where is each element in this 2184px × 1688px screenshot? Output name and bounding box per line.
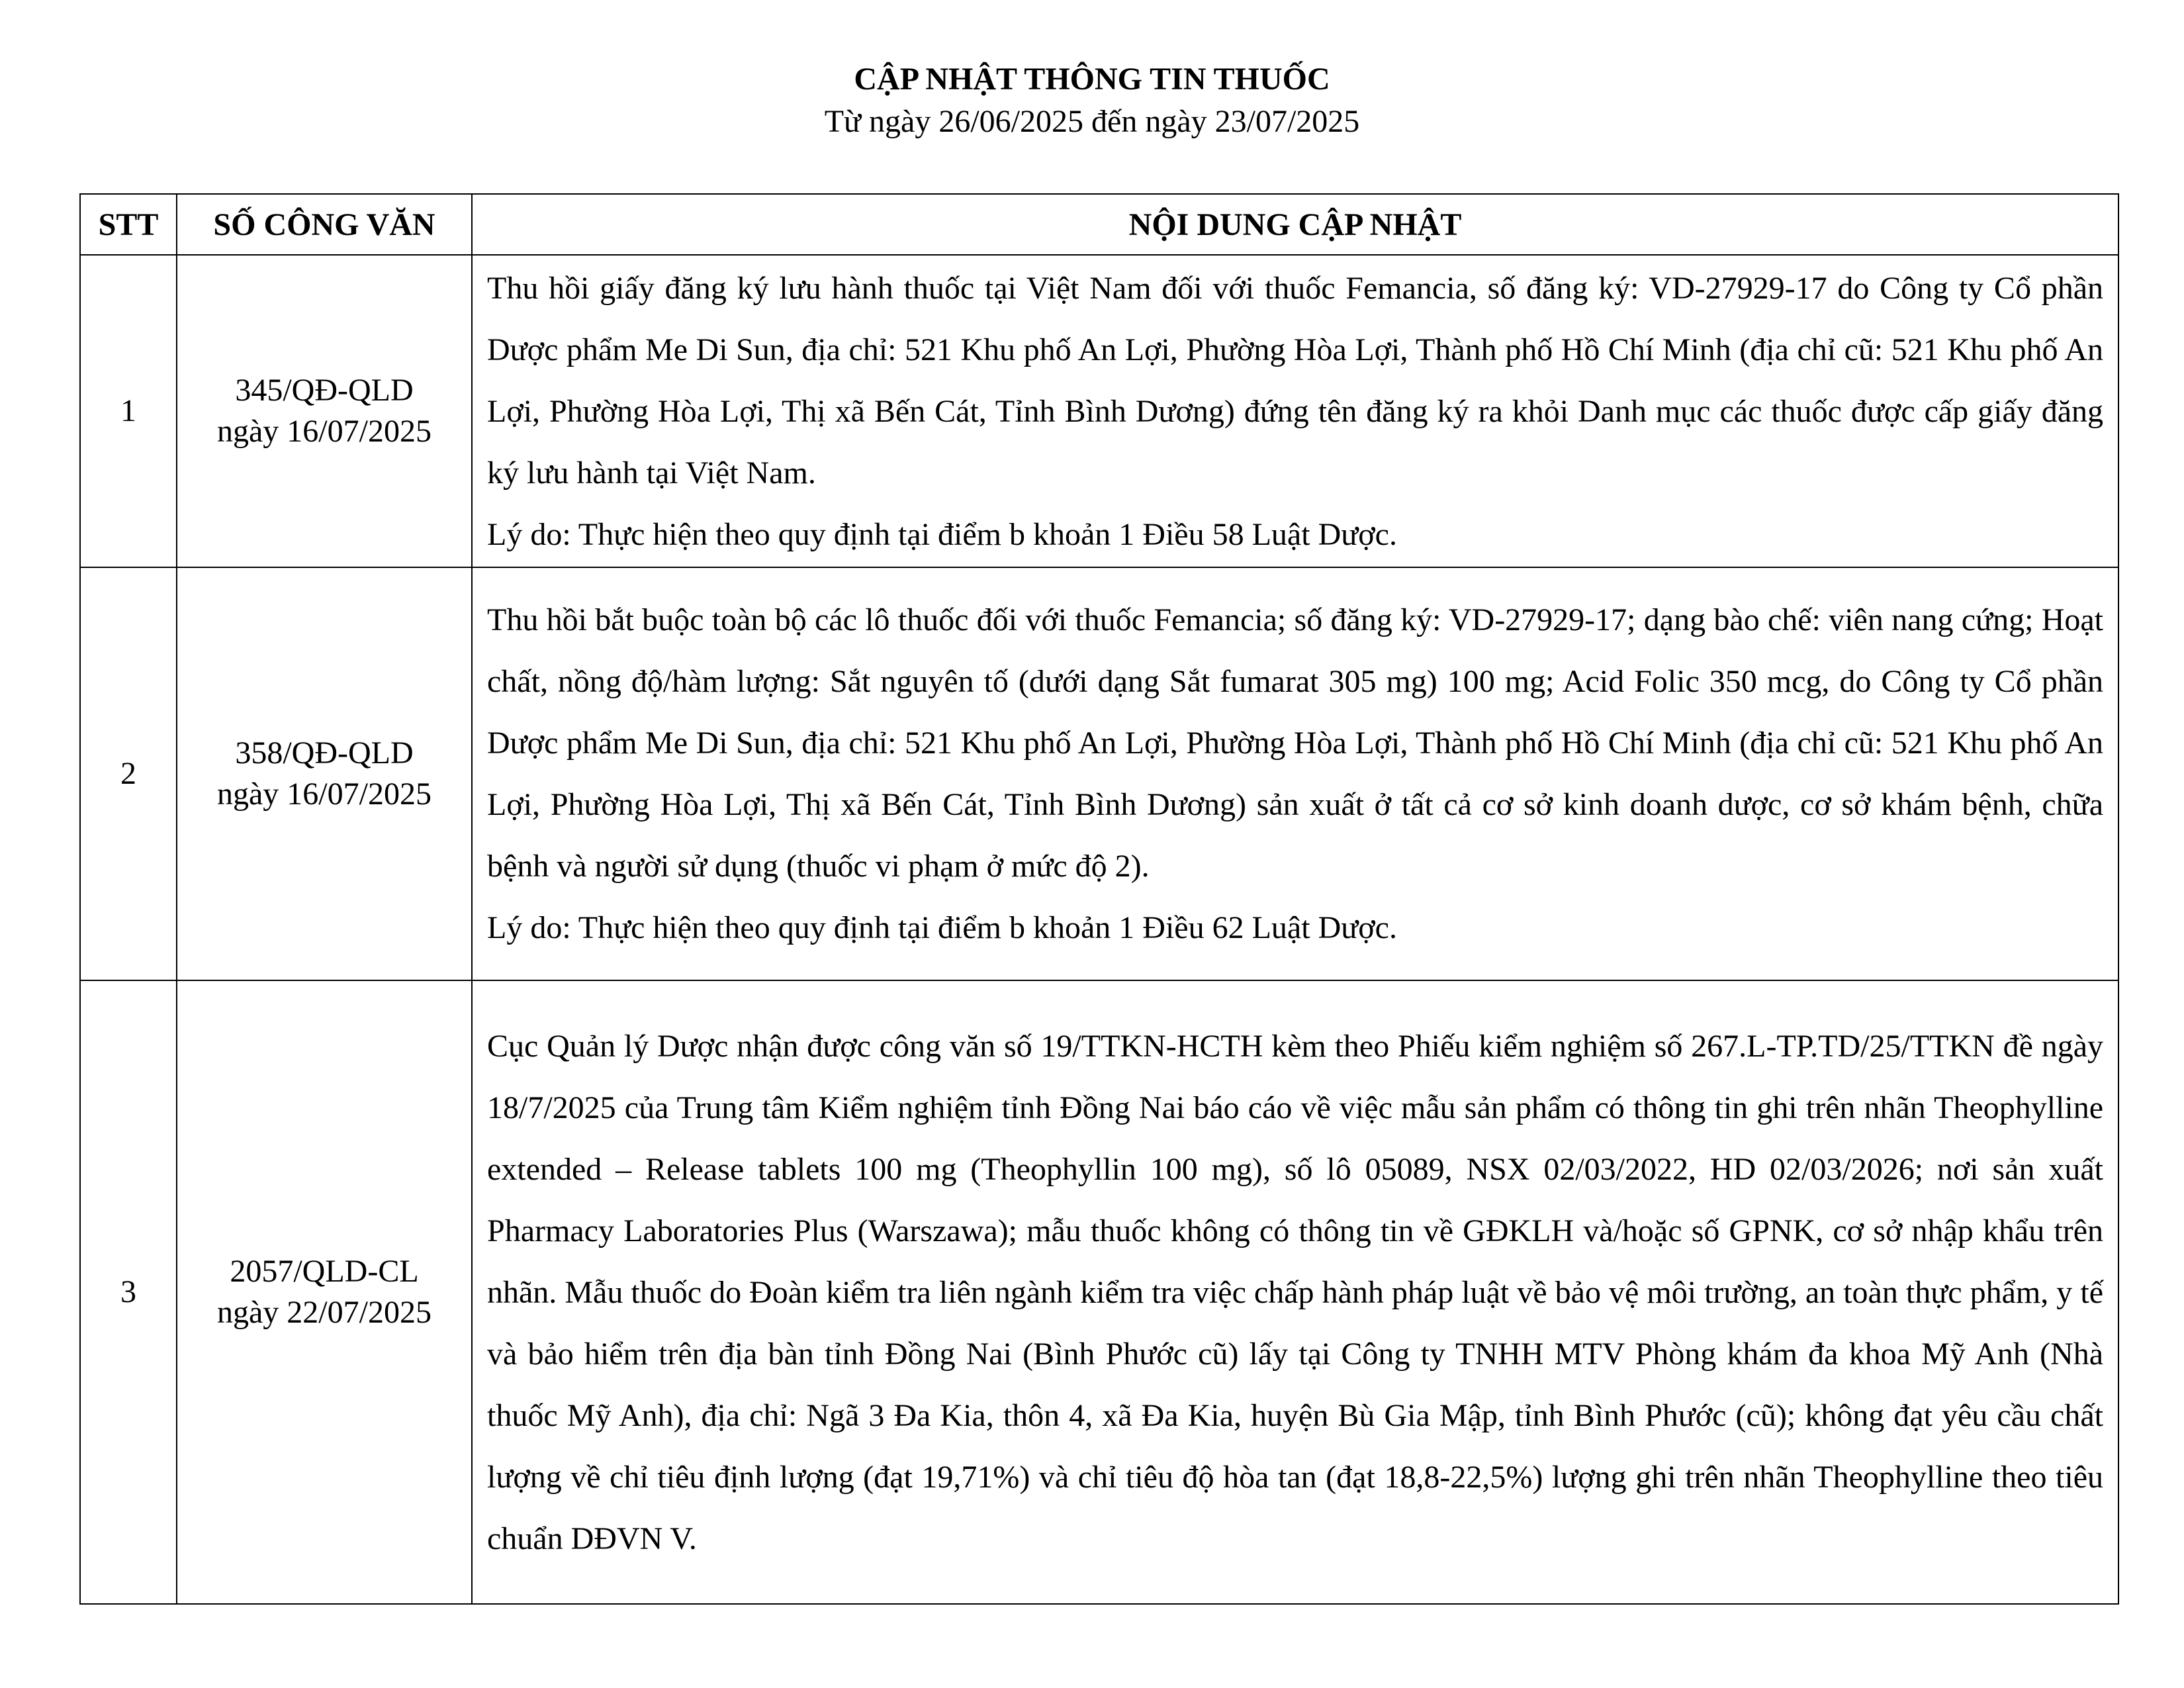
update-content: Thu hồi bắt buộc toàn bộ các lô thuốc đối với thuốc Femancia; số đăng ký: VD-27929-17; dạng bào chế: viên nang cứng; Hoạt chất, nồng độ/hàm lượng: Sắt nguyên tố (dưới dạng Sắt fumarat 305 mg) 100 mg; Acid Folic 350 mcg, do Công ty Cổ phần Dược phẩm Me Di Sun, địa chỉ: 521 Khu phố An Lợi, Phường Hòa Lợi, Thành phố Hồ Chí Minh (địa chỉ cũ: 521 Khu phố An Lợi, Phường Hòa Lợi, Thị xã Bến Cát, Tỉnh Bình Dương) sản xuất ở tất cả cơ sở kinh doanh dược, cơ sở khám bệnh, chữa bệnh và người sử dụng (thuốc vi phạm ở mức độ 2). (487, 602, 2103, 884)
row-noi-dung (472, 980, 2118, 1604)
cong-van-number: 345/QĐ-QLD (235, 373, 414, 408)
column-header-noi-dung: NỘI DUNG CẬP NHẬT (472, 194, 2118, 255)
cong-van-number: 358/QĐ-QLD (235, 735, 414, 771)
update-content: Cục Quản lý Dược nhận được công văn số 19/TTKN-HCTH kèm theo Phiếu kiểm nghiệm số 267.L-TP.TD/25/TTKN đề ngày 18/7/2025 của Trung tâm Kiểm nghiệm tỉnh Đồng Nai báo cáo về việc mẫu sản phẩm có thông tin ghi trên nhãn Theophylline extended – Release tablets 100 mg (Theophyllin 100 mg), số lô 05089, NSX 02/03/2022, HD 02/03/2026; nơi sản xuất Pharmacy Laboratories Plus (Warszawa); mẫu thuốc không có thông tin về GĐKLH và/hoặc số GPNK, cơ sở nhập khẩu trên nhãn. Mẫu thuốc do Đoàn kiểm tra liên ngành kiểm tra việc chấp hành pháp luật về bảo vệ môi trường, an toàn thực phẩm, y tế và bảo hiểm trên địa bàn tỉnh Đồng Nai (Bình Phước cũ) lấy tại Công ty TNHH MTV Phòng khám đa khoa Mỹ Anh (Nhà thuốc Mỹ Anh), địa chỉ: Ngã 3 Đa Kia, thôn 4, xã Đa Kia, huyện Bù Gia Mập, tỉnh Bình Phước (cũ); không đạt yêu cầu chất lượng về chỉ tiêu định lượng (đạt 19,71%) và chỉ tiêu độ hòa tan (đạt 18,8-22,5%) lượng ghi trên nhãn Theophylline theo tiêu chuẩn DĐVN V. (487, 1028, 2103, 1556)
document-date-range: Từ ngày 26/06/2025 đến ngày 23/07/2025 (824, 104, 1360, 139)
row-stt: 3 (80, 980, 177, 1604)
cong-van-date: ngày 16/07/2025 (217, 776, 432, 812)
row-so-cong-van (177, 567, 472, 980)
document-header (0, 58, 2184, 143)
row-stt: 1 (80, 255, 177, 567)
table-row (80, 567, 2118, 980)
cong-van-date: ngày 22/07/2025 (217, 1295, 432, 1330)
update-reason: Lý do: Thực hiện theo quy định tại điểm b khoản 1 Điều 58 Luật Dược. (487, 516, 1397, 552)
row-noi-dung (472, 255, 2118, 567)
drug-updates-table (79, 193, 2119, 1605)
row-so-cong-van (177, 255, 472, 567)
cong-van-date: ngày 16/07/2025 (217, 414, 432, 449)
row-so-cong-van (177, 980, 472, 1604)
cong-van-number: 2057/QLD-CL (230, 1254, 419, 1289)
update-content: Thu hồi giấy đăng ký lưu hành thuốc tại Việt Nam đối với thuốc Femancia, số đăng ký: VD-27929-17 do Công ty Cổ phần Dược phẩm Me Di Sun, địa chỉ: 521 Khu phố An Lợi, Phường Hòa Lợi, Thành phố Hồ Chí Minh (địa chỉ cũ: 521 Khu phố An Lợi, Phường Hòa Lợi, Thị xã Bến Cát, Tỉnh Bình Dương) đứng tên đăng ký ra khỏi Danh mục các thuốc được cấp giấy đăng ký lưu hành tại Việt Nam. (487, 270, 2103, 491)
document-title: CẬP NHẬT THÔNG TIN THUỐC (854, 62, 1330, 97)
row-stt: 2 (80, 567, 177, 980)
table-header-row (80, 194, 2118, 255)
column-header-so-cong-van: SỐ CÔNG VĂN (177, 194, 472, 255)
row-noi-dung (472, 567, 2118, 980)
update-reason: Lý do: Thực hiện theo quy định tại điểm b khoản 1 Điều 62 Luật Dược. (487, 910, 1397, 945)
column-header-stt: STT (80, 194, 177, 255)
table-row (80, 255, 2118, 567)
table-row (80, 980, 2118, 1604)
